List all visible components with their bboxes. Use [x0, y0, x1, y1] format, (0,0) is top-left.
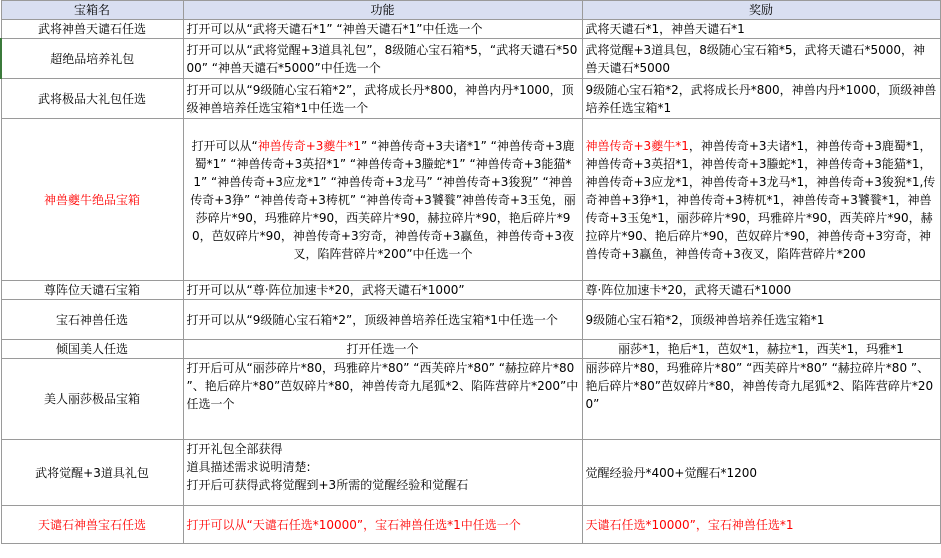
- highlight-item-text: 神兽传奇+3夔牛*1: [257, 138, 362, 153]
- function-rest-text: ” “神兽传奇+3夫诸*1” “神兽传奇+3鹿蜀*1” “神兽传奇+3英招*1” “神兽传奇+3螣蛇*1” “神兽传奇+3能猫*1” “神兽传奇+3应龙*1” “神兽传奇+3龙马” “神兽传奇+3狻猊” “神兽传奇+3狰” “神兽传奇+3梼杌” “神兽传奇+3饕餮”神兽传奇+3玉兔，丽莎碎片*90，玛雅碎片*90，西芙碎片*90，赫拉碎片*90，艳后碎片*90，芭奴碎片*90，神兽传奇+3穷奇，神兽传奇+3蠃鱼，神兽传奇+3夜叉，陷阵营碎片*200”中任选一个: [190, 138, 576, 261]
- reward-cell[interactable]: 尊·阵位加速卡*20，武将天谴石*1000: [582, 281, 940, 300]
- reward-cell[interactable]: 丽莎碎片*80，玛雅碎片*80” “西芙碎片*80” “赫拉碎片*80 ”、艳后碎片*80”芭奴碎片*80，神兽传奇九尾狐*2、陷阵营碎片*200”: [582, 359, 940, 440]
- reward-cell[interactable]: 9级随心宝石箱*2，武将成长丹*800，神兽内丹*1000，顶级神兽培养任选宝箱*1: [582, 79, 940, 119]
- box-name-cell[interactable]: 武将极品大礼包任选: [1, 79, 183, 119]
- function-cell[interactable]: 打开可以从“天谴石任选*10000”，宝石神兽任选*1中任选一个: [183, 506, 582, 544]
- reward-cell[interactable]: [582, 119, 940, 281]
- function-cell[interactable]: 打开任选一个: [183, 340, 582, 359]
- function-cell[interactable]: [183, 440, 582, 506]
- function-line: 道具描述需求说明清楚:: [186, 460, 311, 474]
- function-cell[interactable]: 打开可以从“尊·阵位加速卡*20，武将天谴石*1000”: [183, 281, 582, 300]
- reward-cell[interactable]: 武将天谴石*1，神兽天谴石*1: [582, 20, 940, 39]
- table-row: [1, 300, 940, 340]
- table-row: [1, 281, 940, 300]
- reward-cell[interactable]: 天谴石任选*10000”，宝石神兽任选*1: [582, 506, 940, 544]
- table-row: [1, 20, 940, 39]
- function-cell[interactable]: 打开可以从“9级随心宝石箱*2”，武将成长丹*800，神兽内丹*1000，顶级神兽培养任选宝箱*1中任选一个: [183, 79, 582, 119]
- highlight-reward-text: 神兽传奇+3夔牛*1: [585, 138, 689, 153]
- table-row: [1, 359, 940, 440]
- table-row: [1, 39, 940, 79]
- box-name-cell[interactable]: 超绝品培养礼包: [1, 39, 183, 79]
- function-cell[interactable]: [183, 119, 582, 281]
- header-box-name[interactable]: 宝箱名: [1, 1, 183, 20]
- box-name-cell[interactable]: 尊阵位天谴石宝箱: [1, 281, 183, 300]
- box-name-cell[interactable]: 武将觉醒+3道具礼包: [1, 440, 183, 506]
- box-name-cell[interactable]: 武将神兽天谴石任选: [1, 20, 183, 39]
- reward-cell[interactable]: 觉醒经验丹*400+觉醒石*1200: [582, 440, 940, 506]
- header-row: [1, 1, 940, 20]
- box-name-cell[interactable]: 天谴石神兽宝石任选: [1, 506, 183, 544]
- reward-cell[interactable]: 丽莎*1，艳后*1，芭奴*1，赫拉*1，西芙*1，玛雅*1: [582, 340, 940, 359]
- table-row: [1, 79, 940, 119]
- function-cell[interactable]: 打开可以从“9级随心宝石箱*2”，顶级神兽培养任选宝箱*1中任选一个: [183, 300, 582, 340]
- box-name-cell[interactable]: 美人丽莎极品宝箱: [1, 359, 183, 440]
- function-prefix-text: 打开可以从“: [191, 138, 258, 153]
- box-name-cell[interactable]: 神兽夔牛绝品宝箱: [1, 119, 183, 281]
- function-cell[interactable]: 打开后可从“丽莎碎片*80，玛雅碎片*80” “西芙碎片*80” “赫拉碎片*80 ”、艳后碎片*80”芭奴碎片*80，神兽传奇九尾狐*2、陷阵营碎片*200”中任选一个: [183, 359, 582, 440]
- table-row: [1, 440, 940, 506]
- header-function[interactable]: 功能: [183, 1, 582, 20]
- reward-cell[interactable]: 9级随心宝石箱*2，顶级神兽培养任选宝箱*1: [582, 300, 940, 340]
- function-line: 打开礼包全部获得: [186, 442, 283, 456]
- function-cell[interactable]: 打开可以从“武将觉醒+3道具礼包”，8级随心宝石箱*5，“武将天谴石*5000” “神兽天谴石*5000”中任选一个: [183, 39, 582, 79]
- table-row: [1, 506, 940, 544]
- table-row: [1, 340, 940, 359]
- header-reward[interactable]: 奖励: [582, 1, 940, 20]
- reward-rest-text: ，神兽传奇+3夫诸*1，神兽传奇+3鹿蜀*1，神兽传奇+3英招*1，神兽传奇+3螣蛇*1，神兽传奇+3能猫*1，神兽传奇+3应龙*1，神兽传奇+3龙马*1，神兽传奇+3狻猊*1,传奇神兽+3狰*1，神兽传奇+3梼杌*1，神兽传奇+3饕餮*1，神兽传奇+3玉兔*1，丽莎碎片*90，玛雅碎片*90，西芙碎片*90，赫拉碎片*90、艳后碎片*90，芭奴碎片*90，神兽传奇+3穷奇，神兽传奇+3蠃鱼，神兽传奇+3夜叉，陷阵营碎片*200: [585, 138, 936, 261]
- table-row: [1, 119, 940, 281]
- reward-cell[interactable]: 武将觉醒+3道具包，8级随心宝石箱*5，武将天谴石*5000，神兽天谴石*5000: [582, 39, 940, 79]
- box-name-cell[interactable]: 宝石神兽任选: [1, 300, 183, 340]
- box-name-cell[interactable]: 倾国美人任选: [1, 340, 183, 359]
- function-cell[interactable]: 打开可以从“武将天谴石*1” “神兽天谴石*1”中任选一个: [183, 20, 582, 39]
- function-line: 打开后可获得武将觉醒到+3所需的觉醒经验和觉醒石: [186, 478, 469, 492]
